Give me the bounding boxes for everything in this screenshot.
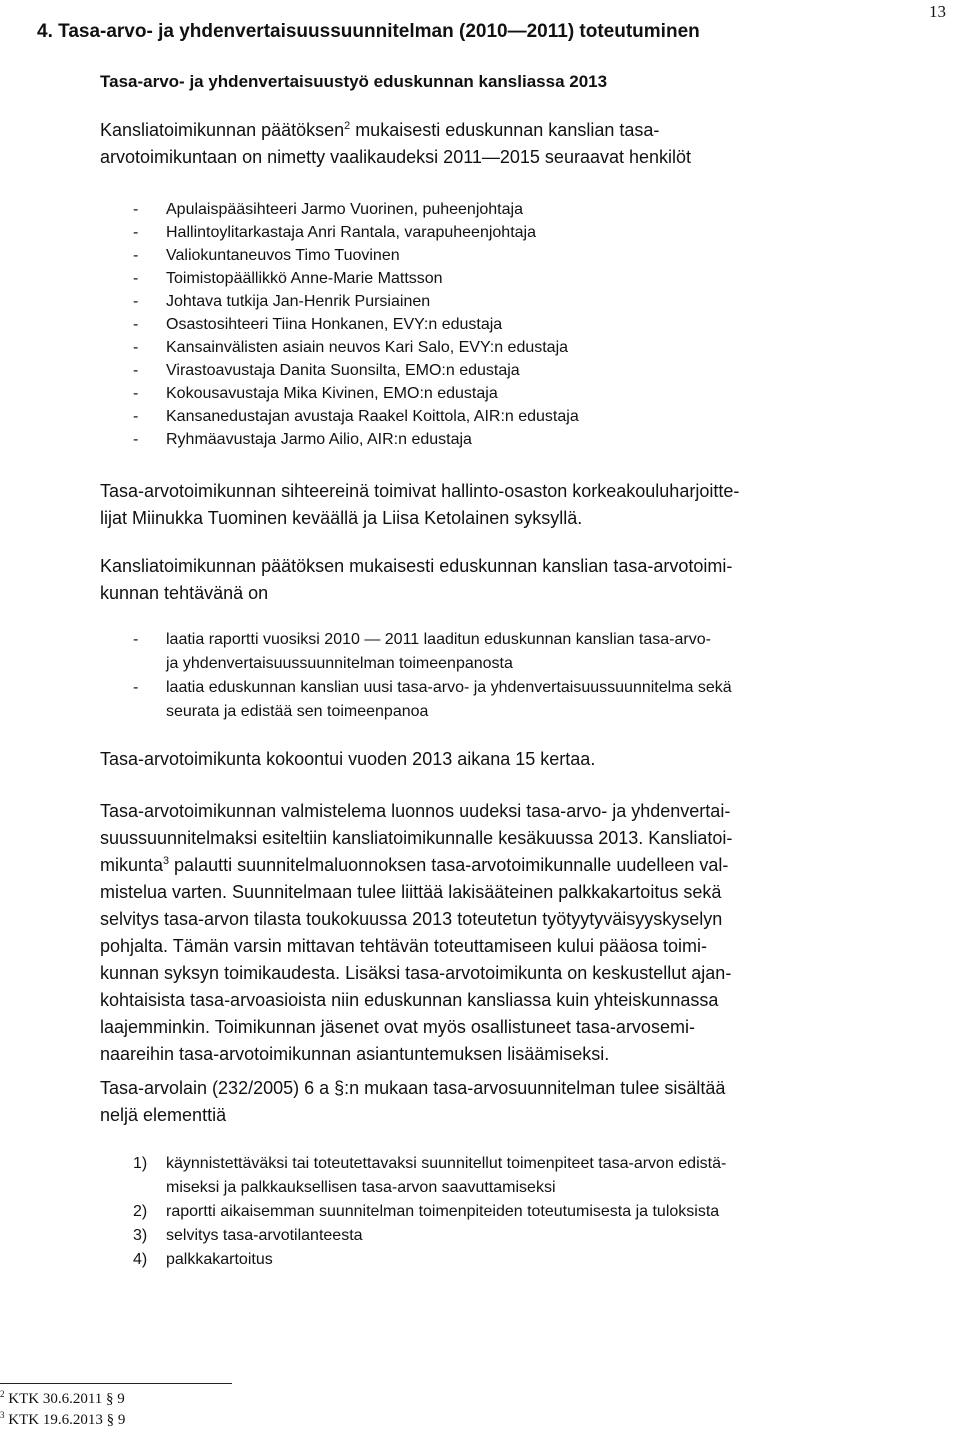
text-line: suussuunnitelmaksi esiteltiin kansliatoimikunnalle kesäkuussa 2013. Kansliatoi- [100, 828, 733, 848]
footnote-2: $^2$ KTK 30.6.2011 § 9 [0, 1389, 125, 1407]
intro-line-1: Kansliatoimikunnan päätöksen$^2$ mukaisesti eduskunnan kanslian tasa- [100, 120, 660, 140]
text-line: kohtaisista tasa-arvoasioista niin eduskunnan kansliassa kuin yhteiskunnassa [100, 990, 719, 1010]
page-number: 13 [929, 2, 946, 21]
footnote-3: $^3$ KTK 19.6.2013 § 9 [0, 1410, 126, 1428]
intro-line-2: arvotoimikuntaan on nimetty vaalikaudeksi 2011—2015 seuraavat henkilöt [100, 147, 692, 167]
text-line: laajemminkin. Toimikunnan jäsenet ovat myös osallistuneet tasa-arvosemi- [100, 1017, 695, 1037]
text-line: Tasa-arvotoimikunta kokoontui vuoden 2013 aikana 15 kertaa. [100, 749, 596, 769]
text-line: mikunta$^3$ palautti suunnitelmaluonnoksen tasa-arvotoimikunnalle uudelleen val- [100, 855, 729, 875]
text-line: kunnan syksyn toimikaudesta. Lisäksi tasa-arvotoimikunta on keskustellut ajan- [100, 963, 732, 983]
text-line: mistelua varten. Suunnitelmaan tulee liittää lakisääteinen palkkakartoitus sekä [100, 882, 722, 902]
text-line: lijat Miinukka Tuominen keväällä ja Liisa Ketolainen syksyllä. [100, 508, 583, 528]
text-line: Tasa-arvotoimikunnan sihteereinä toimivat hallinto-osaston korkeakouluharjoitte- [100, 481, 740, 501]
document-page: 13 4. Tasa-arvo- ja yhdenvertaisuussuunnitelman (2010—2011) toteutuminen Tasa-arvo- ja yhdenvertaisuustyö eduskunnan kansliassa 2013 Kansliatoimikunnan päätöksen$^2$ mukaisesti eduskunnan kanslian tasa- arvotoimikuntaan on nimetty vaalikaudeksi 2011—2015 seuraavat henkilöt - Apulaispääsihteeri Jarmo Vuorinen, puheenjohtaja - Hallintoylitarkastaja Anri Rantala, varapuheenjohtaja - Valiokuntaneuvos Timo Tuovinen - Toimistopäällikkö Anne-Marie Mattsson - Johtava tutkija Jan-Henrik Pursiainen - Osastosihteeri Tiina Honkanen, EVY:n edustaja - Kansainvälisten asiain neuvos Kari Salo, EVY:n edustaja - Virastoavustaja Danita Suonsilta, EMO:n edustaja - Kokousavustaja Mika Kivinen, EMO:n edustaja - Kansanedustajan avustaja Raakel Koittola, AIR:n edustaja - Ryhmäavustaja Jarmo Ailio, AIR:n edustaja Tasa-arvotoimikunnan sihteereinä toimivat hallinto-osaston korkeakouluharjoitte- lijat Miinukka Tuominen keväällä ja Liisa Ketolainen syksyllä. Kansliatoimikunnan päätöksen mukaisesti eduskunnan kanslian tasa-arvotoimi- kunnan tehtävänä on - laatia raportti vuosiksi 2010 — 2011 laaditun eduskunnan kanslian tasa-arvo- ja yhdenvertaisuussuunnitelman toimeenpanosta - laatia eduskunnan kanslian uusi tasa-arvo- ja yhdenvertaisuussuunnitelma sekä seurata ja edistää sen toimeenpanoa Tasa-arvotoimikunta kokoontui vuoden 2013 aikana 15 kertaa. Tasa-arvotoimikunnan valmistelema luonnos uudeksi tasa-arvo- ja yhdenvertai- suussuunnitelmaksi esiteltiin kansliatoimikunnalle kesäkuussa 2013. Kansliatoi- mikunta$^3$ palautti suunnitelmaluonnoksen tasa-arvotoimikunnalle uudelleen val- mistelua varten. Suunnitelmaan tulee liittää lakisääteinen palkkakartoitus sekä selvitys tasa-arvon tilasta toukokuussa 2013 toteutetun työtyytyväisyyskyselyn pohjalta. Tämän varsin mittavan tehtävän toteuttamiseen kului pääosa toimi- kunnan syksyn toimikaudesta. Lisäksi tasa-arvotoimikunta on keskustellut ajan- kohtaisista tasa-arvoasioista niin eduskunnan kansliassa kuin yhteiskunnassa laajemminkin. Toimikunnan jäsenet ovat myös osallistuneet tasa-arvosemi- naareihin tasa-arvotoimikunnan asiantuntemuksen lisäämiseksi. Tasa-arvolain (232/2005) 6 a §:n mukaan tasa-arvosuunnitelman tulee sisältää neljä elementtiä 1) käynnistettäväksi tai toteutettavaksi suunnitellut toimenpiteet tasa-arvon edistä- miseksi ja palkkauksellisen tasa-arvon saavuttamiseksi 2) raportti aikaisemman suunnitelman toimenpiteiden toteutumisesta ja tuloksista 3) selvitys tasa-arvotilanteesta 4) palkkakartoitus $^2$ KTK 30.6.2011 § 9 $^3$ KTK 19.6.2013 § 9 [0, 2, 946, 1428]
text-line: Tasa-arvolain (232/2005) 6 a §:n mukaan tasa-arvosuunnitelman tulee sisältää [100, 1078, 726, 1098]
text-line: Kansliatoimikunnan päätöksen mukaisesti eduskunnan kanslian tasa-arvotoimi- [100, 556, 733, 576]
text-line: pohjalta. Tämän varsin mittavan tehtävän toteuttamiseen kului pääosa toimi- [100, 936, 707, 956]
section-heading: 4. Tasa-arvo- ja yhdenvertaisuussuunnitelman (2010—2011) toteutuminen [37, 21, 700, 42]
text-line: neljä elementtiä [100, 1105, 227, 1125]
footnote-ref-2: 2 [344, 120, 351, 132]
text-line: selvitys tasa-arvon tilasta toukokuussa 2013 toteutetun työtyytyväisyyskyselyn [100, 909, 723, 929]
text-line: Tasa-arvotoimikunnan valmistelema luonnos uudeksi tasa-arvo- ja yhdenvertai- [100, 801, 731, 821]
subsection-heading: Tasa-arvo- ja yhdenvertaisuustyö eduskunnan kansliassa 2013 [100, 72, 608, 91]
footnote-ref-3: 3 [163, 855, 170, 867]
footnote-separator [0, 1383, 232, 1384]
text-line: kunnan tehtävänä on [100, 583, 269, 603]
text-line: naareihin tasa-arvotoimikunnan asiantuntemuksen lisäämiseksi. [100, 1044, 610, 1064]
